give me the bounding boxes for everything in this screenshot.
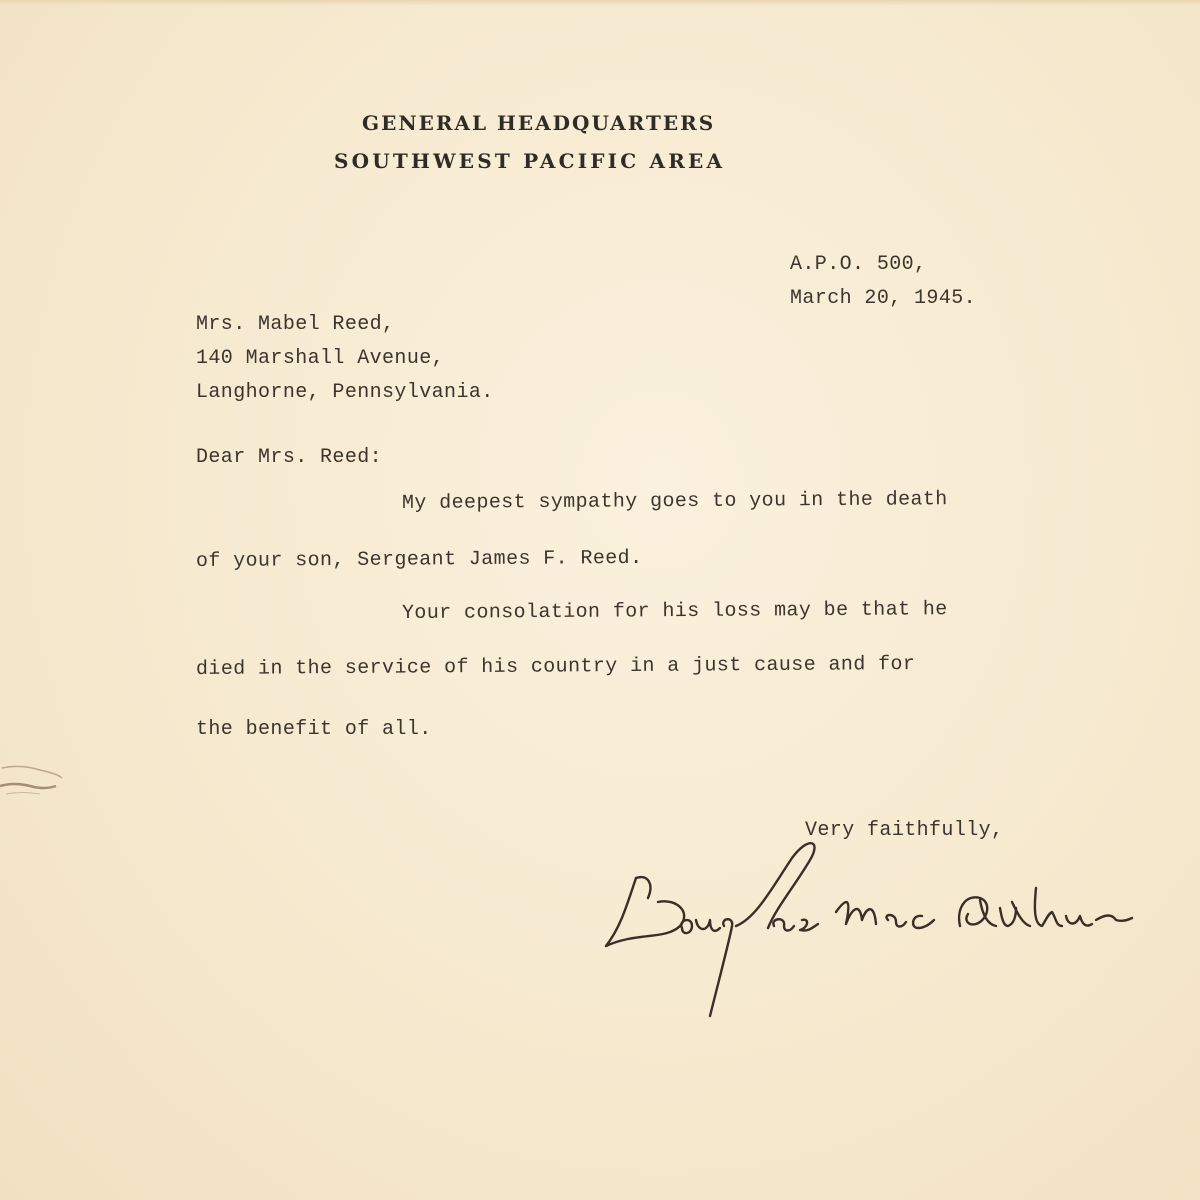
body-paragraph-2-line-2: died in the service of his country in a just cause and for (195, 652, 916, 681)
closing: Very faithfully, (805, 819, 1004, 842)
dateline-location: A.P.O. 500, (790, 253, 927, 276)
recipient-address (196, 308, 494, 410)
letterhead-line-2: SOUTHWEST PACIFIC AREA (334, 149, 726, 173)
paper-top-edge (0, 0, 1200, 6)
paper-stain-mark (0, 760, 70, 800)
dateline-date: March 20, 1945. (790, 287, 977, 310)
body-paragraph-2-line-1: Your consolation for his loss may be that he (401, 598, 948, 625)
recipient-name: Mrs. Mabel Reed, (196, 313, 395, 336)
dateline (790, 248, 976, 316)
body-paragraph-1-line-1: My deepest sympathy goes to you in the death (401, 488, 948, 515)
handwritten-signature (596, 828, 1136, 1028)
recipient-street: 140 Marshall Avenue, (196, 347, 445, 370)
body-paragraph-3-line-1: the benefit of all. (196, 718, 432, 741)
salutation: Dear Mrs. Reed: (196, 446, 383, 469)
letterhead-line-1: GENERAL HEADQUARTERS (362, 111, 716, 135)
recipient-city: Langhorne, Pennsylvania. (196, 381, 494, 404)
body-paragraph-1-line-2: of your son, Sergeant James F. Reed. (195, 546, 643, 573)
